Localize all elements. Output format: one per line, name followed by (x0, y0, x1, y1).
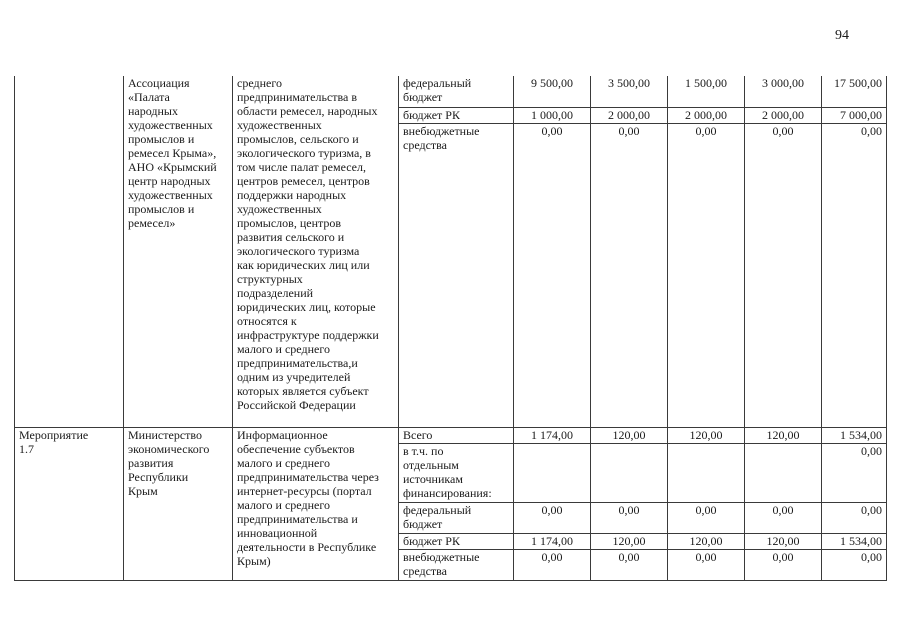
value-cell: 120,00 (668, 533, 745, 549)
executor-cell: Ассоциация «Палата народных художественных промыслов и ремесел Крыма», АНО «Крымский центр народных художественных промыслов и ремесел» (124, 76, 233, 427)
value-cell: 120,00 (591, 533, 668, 549)
funding-source-cell: внебюджетные средства (399, 549, 514, 580)
total-cell: 0,00 (822, 502, 887, 533)
value-cell: 120,00 (668, 427, 745, 443)
total-cell: 0,00 (822, 549, 887, 580)
value-cell: 0,00 (514, 502, 591, 533)
funding-source-cell: федеральный бюджет (399, 76, 514, 107)
executor-cell: Министерство экономического развития Республики Крым (124, 427, 233, 580)
value-cell (514, 443, 591, 502)
measure-cell: Мероприятие 1.7 (15, 427, 124, 580)
value-cell (591, 443, 668, 502)
value-cell: 2 000,00 (591, 107, 668, 123)
value-cell: 0,00 (668, 502, 745, 533)
value-cell: 0,00 (591, 549, 668, 580)
total-cell: 0,00 (822, 443, 887, 502)
value-cell: 0,00 (668, 123, 745, 427)
value-cell: 0,00 (745, 123, 822, 427)
funding-source-cell: бюджет РК (399, 533, 514, 549)
value-cell: 120,00 (591, 427, 668, 443)
value-cell: 0,00 (668, 549, 745, 580)
total-cell: 7 000,00 (822, 107, 887, 123)
funding-source-cell: бюджет РК (399, 107, 514, 123)
value-cell: 0,00 (591, 123, 668, 427)
total-cell: 1 534,00 (822, 533, 887, 549)
table-row (15, 427, 887, 443)
funding-source-cell: федеральный бюджет (399, 502, 514, 533)
description-cell: Информационное обеспечение субъектов малого и среднего предпринимательства через интернет-ресурсы (портал малого и среднего предпринимательства и инновационной деятельности в Республике Крым) (233, 427, 399, 580)
measure-cell (15, 76, 124, 427)
value-cell (745, 443, 822, 502)
description-cell: среднего предпринимательства в области ремесел, народных художественных промыслов, сельского и экологического туризма, в том числе палат ремесел, центров ремесел, центров поддержки народных художественных промыслов, центров развития сельского и экологического туризма как юридических лиц или структурных подразделений юридических лиц, которые относятся к инфраструктуре поддержки малого и среднего предпринимательства,и одним из учредителей которых является субъект Российской Федерации (233, 76, 399, 427)
value-cell: 120,00 (745, 427, 822, 443)
funding-source-cell: внебюджетные средства (399, 123, 514, 427)
value-cell (668, 443, 745, 502)
value-cell: 0,00 (591, 502, 668, 533)
value-cell: 0,00 (745, 502, 822, 533)
value-cell: 3 000,00 (745, 76, 822, 107)
value-cell: 3 500,00 (591, 76, 668, 107)
value-cell: 1 000,00 (514, 107, 591, 123)
funding-table (14, 76, 887, 581)
value-cell: 9 500,00 (514, 76, 591, 107)
page-number: 94 (835, 28, 849, 43)
value-cell: 2 000,00 (668, 107, 745, 123)
value-cell: 2 000,00 (745, 107, 822, 123)
table-row (15, 76, 887, 107)
total-cell: 0,00 (822, 123, 887, 427)
value-cell: 1 500,00 (668, 76, 745, 107)
total-cell: 17 500,00 (822, 76, 887, 107)
value-cell: 0,00 (514, 123, 591, 427)
funding-source-cell: в т.ч. по отдельным источникам финансирования: (399, 443, 514, 502)
value-cell: 0,00 (514, 549, 591, 580)
value-cell: 1 174,00 (514, 533, 591, 549)
funding-source-cell: Всего (399, 427, 514, 443)
value-cell: 1 174,00 (514, 427, 591, 443)
total-cell: 1 534,00 (822, 427, 887, 443)
value-cell: 120,00 (745, 533, 822, 549)
value-cell: 0,00 (745, 549, 822, 580)
